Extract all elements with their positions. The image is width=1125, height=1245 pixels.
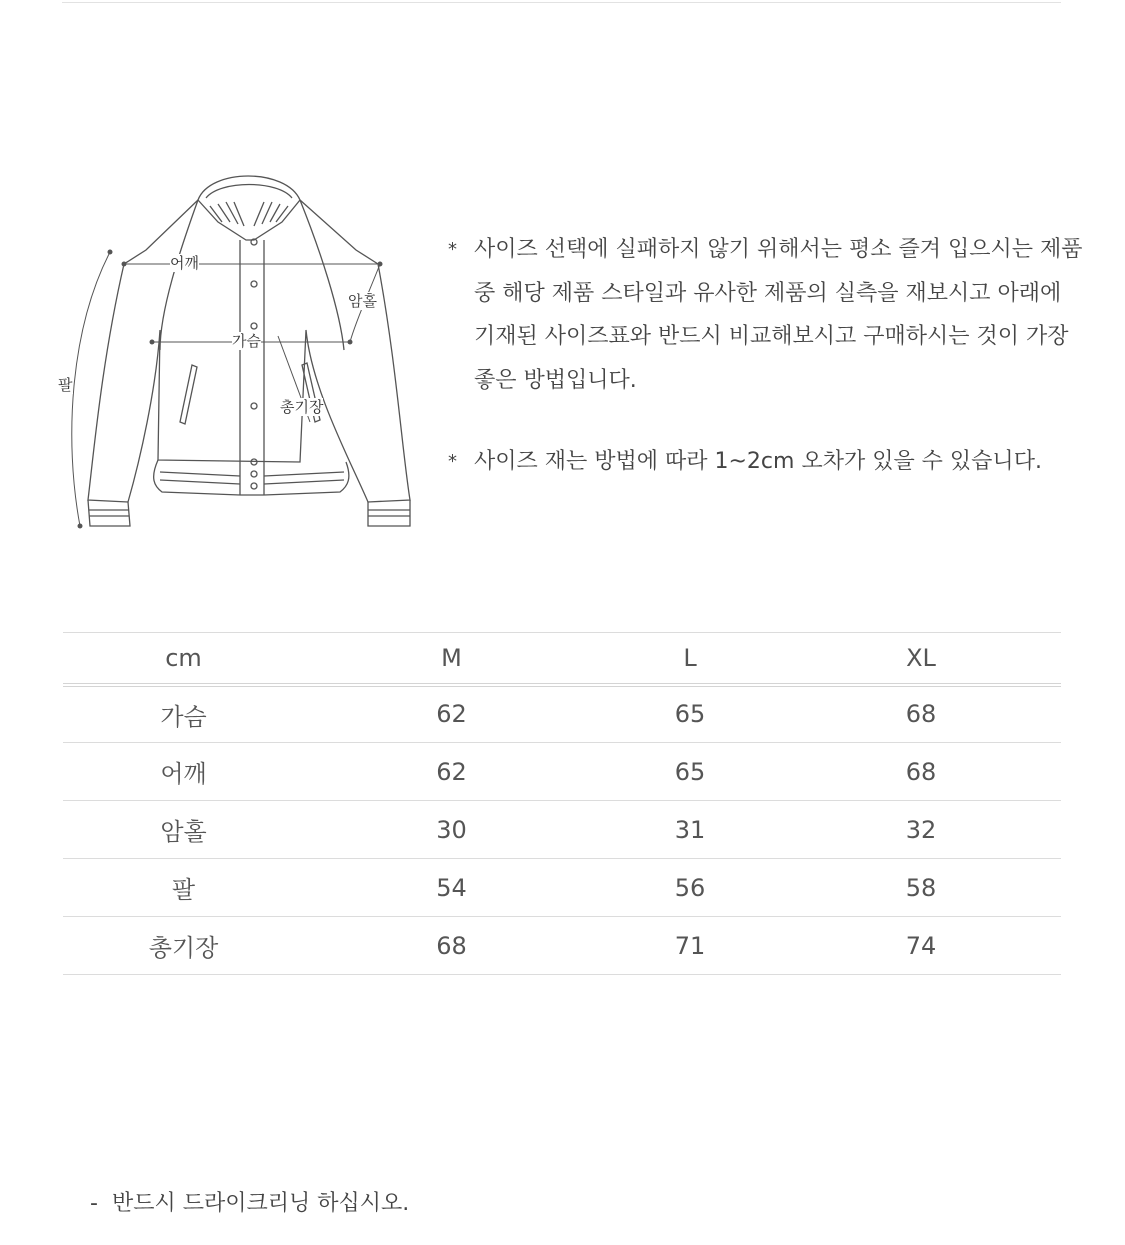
table-cell: 56 — [674, 873, 706, 902]
table-row — [63, 917, 1061, 975]
header-size-xl: XL — [906, 643, 936, 672]
jacket-body-outline — [88, 200, 410, 502]
note-text: 사이즈 선택에 실패하지 않기 위해서는 평소 즐겨 입으시는 제품 중 해당 제품 스타일과 유사한 제품의 실측을 재보시고 아래에 기재된 사이즈표와 반드시 비교해보시고 구매하시는 것이 가장 좋은 방법입니다. — [474, 237, 1083, 393]
row-label: 가슴 — [160, 702, 207, 731]
shoulder-label: 어깨 — [170, 254, 199, 272]
jacket-illustration — [50, 160, 430, 540]
note-item — [448, 228, 1088, 402]
jacket-measurement-diagram — [50, 160, 430, 540]
table-cell: 58 — [905, 873, 937, 902]
row-label: 암홀 — [160, 818, 207, 846]
table-cell: 62 — [436, 757, 467, 786]
header-size-m: M — [441, 643, 462, 672]
note-bullet: * — [448, 451, 457, 472]
table-cell: 68 — [905, 700, 937, 729]
table-cell: 30 — [436, 815, 467, 844]
header-unit: cm — [165, 643, 202, 672]
collar — [198, 176, 300, 240]
chest-label: 가슴 — [232, 332, 261, 350]
table-cell: 54 — [436, 873, 467, 902]
care-instruction — [90, 1186, 409, 1217]
top-divider — [62, 2, 1061, 3]
row-label: 총기장 — [148, 934, 219, 962]
table-row — [63, 801, 1061, 859]
size-notes — [448, 228, 1088, 484]
note-item — [448, 440, 1088, 484]
table-cell: 62 — [436, 700, 467, 729]
table-row — [63, 685, 1061, 743]
table-cell: 74 — [905, 931, 937, 960]
table-cell: 71 — [674, 931, 706, 960]
note-bullet: * — [448, 239, 457, 260]
total-length-label: 총기장 — [280, 398, 324, 416]
table-cell: 32 — [905, 815, 937, 844]
sleeve-measure-line — [72, 252, 110, 526]
table-header-row — [63, 633, 1061, 685]
table-row — [63, 859, 1061, 917]
care-text: 반드시 드라이크리닝 하십시오. — [111, 1191, 410, 1216]
care-dash: - — [90, 1191, 98, 1216]
table-cell: 68 — [905, 757, 937, 786]
header-size-l: L — [683, 643, 697, 672]
table-cell: 65 — [674, 757, 706, 786]
row-label: 어깨 — [160, 760, 207, 788]
table-row — [63, 743, 1061, 801]
table-cell: 31 — [674, 815, 706, 844]
armhole-label: 암홀 — [348, 292, 377, 310]
table-cell: 68 — [436, 931, 467, 960]
size-table — [63, 632, 1061, 975]
row-label: 팔 — [171, 876, 196, 904]
note-text: 사이즈 재는 방법에 따라 1~2cm 오차가 있을 수 있습니다. — [474, 449, 1042, 474]
table-cell: 65 — [674, 700, 706, 729]
sleeve-label: 팔 — [58, 376, 73, 394]
